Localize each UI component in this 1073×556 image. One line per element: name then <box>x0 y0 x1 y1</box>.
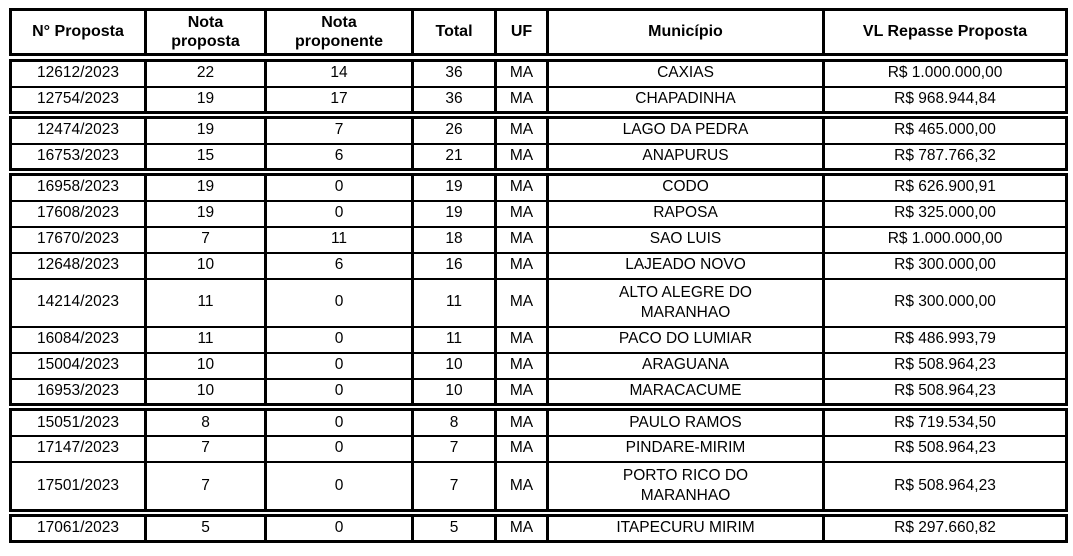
cell-text: 11 <box>197 293 214 311</box>
cell-uf <box>496 87 548 113</box>
cell-text: 12648/2023 <box>37 256 119 274</box>
cell-nota_proponente <box>266 410 413 436</box>
cell-text: 17061/2023 <box>37 519 119 537</box>
column-header-total <box>413 10 496 55</box>
cell-nota_proposta <box>146 379 266 405</box>
cell-nota_proponente <box>266 118 413 144</box>
cell-text: 14 <box>330 64 348 82</box>
cell-nota_proposta <box>146 516 266 542</box>
cell-text: 7 <box>449 476 459 494</box>
cell-uf <box>496 279 548 327</box>
cell-text: 0 <box>334 439 344 457</box>
cell-municipio <box>548 118 824 144</box>
cell-nota_proponente <box>266 516 413 542</box>
table-row <box>11 436 1067 462</box>
table-row <box>11 279 1067 327</box>
cell-text: 0 <box>334 413 344 431</box>
cell-text: 16084/2023 <box>37 330 119 348</box>
cell-text: MA <box>509 356 534 374</box>
cell-text: 14214/2023 <box>37 293 119 311</box>
cell-text: MARACACUME <box>629 382 742 400</box>
cell-text: 15 <box>196 146 215 164</box>
cell-total <box>413 353 496 379</box>
cell-vl <box>824 279 1067 327</box>
table-body-block-4 <box>9 408 1068 512</box>
cell-vl <box>824 87 1067 113</box>
cell-text: 16958/2023 <box>37 178 119 196</box>
cell-nota_proponente <box>266 353 413 379</box>
cell-text: R$ 508.964,23 <box>894 356 996 374</box>
cell-total <box>413 279 496 327</box>
cell-text: R$ 297.660,82 <box>894 519 996 537</box>
cell-text: MA <box>509 293 534 311</box>
cell-uf <box>496 175 548 201</box>
cell-uf <box>496 379 548 405</box>
cell-text: 19 <box>445 204 463 222</box>
cell-text: ARAGUANA <box>642 356 729 374</box>
table-row <box>11 87 1067 113</box>
cell-text: 19 <box>445 178 463 196</box>
cell-text: R$ 787.766,32 <box>894 146 996 164</box>
cell-text: 0 <box>334 178 344 196</box>
cell-proposta <box>11 462 146 511</box>
cell-nota_proposta <box>146 201 266 227</box>
cell-total <box>413 516 496 542</box>
cell-nota_proponente <box>266 462 413 511</box>
cell-proposta <box>11 379 146 405</box>
cell-total <box>413 462 496 511</box>
cell-text: 36 <box>445 89 463 107</box>
table-row <box>11 61 1067 87</box>
cell-municipio <box>548 279 824 327</box>
cell-text: R$ 719.534,50 <box>894 413 996 431</box>
cell-uf <box>496 516 548 542</box>
cell-vl <box>824 410 1067 436</box>
cell-text: 7 <box>201 439 210 457</box>
cell-uf <box>496 144 548 170</box>
cell-text: LAGO DA PEDRA <box>622 121 749 139</box>
table-row <box>11 379 1067 405</box>
cell-nota_proponente <box>266 227 413 253</box>
cell-municipio <box>548 175 824 201</box>
cell-nota_proponente <box>266 144 413 170</box>
cell-text: 15051/2023 <box>37 413 119 431</box>
column-header-label: Total <box>435 23 473 41</box>
cell-text: MA <box>509 256 534 274</box>
cell-nota_proponente <box>266 253 413 279</box>
cell-municipio <box>548 253 824 279</box>
cell-total <box>413 327 496 353</box>
cell-municipio <box>548 201 824 227</box>
cell-text: 7 <box>449 439 459 457</box>
cell-nota_proposta <box>146 227 266 253</box>
cell-text: 15004/2023 <box>37 356 119 374</box>
cell-text: 0 <box>334 382 344 400</box>
cell-vl <box>824 61 1067 87</box>
cell-text: 16 <box>445 256 463 274</box>
cell-nota_proposta <box>146 279 266 327</box>
cell-total <box>413 175 496 201</box>
cell-text: PINDARE-MIRIM <box>625 439 746 457</box>
cell-vl <box>824 175 1067 201</box>
table-header <box>9 8 1068 56</box>
cell-text: R$ 508.964,23 <box>894 382 996 400</box>
table-row <box>11 353 1067 379</box>
cell-text: MA <box>509 230 534 248</box>
cell-text: 17147/2023 <box>37 439 119 457</box>
cell-nota_proposta <box>146 144 266 170</box>
cell-vl <box>824 436 1067 462</box>
cell-text: 8 <box>201 413 210 431</box>
cell-text: 0 <box>334 204 344 222</box>
cell-text: 19 <box>196 178 215 196</box>
cell-proposta <box>11 227 146 253</box>
cell-text: MA <box>509 382 534 400</box>
cell-vl <box>824 144 1067 170</box>
cell-vl <box>824 516 1067 542</box>
cell-text: 0 <box>334 293 344 311</box>
table-body-block-3 <box>9 173 1068 406</box>
cell-text: PACO DO LUMIAR <box>618 330 753 348</box>
cell-proposta <box>11 175 146 201</box>
cell-municipio <box>548 436 824 462</box>
cell-vl <box>824 353 1067 379</box>
cell-text: 11 <box>197 330 214 348</box>
cell-uf <box>496 118 548 144</box>
cell-proposta <box>11 327 146 353</box>
cell-text: 0 <box>334 476 344 494</box>
table-row <box>11 516 1067 542</box>
cell-text: MA <box>509 476 534 494</box>
cell-total <box>413 87 496 113</box>
cell-text: 8 <box>449 413 459 431</box>
cell-text: ALTO ALEGRE DO MARANHAO <box>619 283 752 321</box>
cell-nota_proponente <box>266 61 413 87</box>
table-row <box>11 462 1067 511</box>
cell-text: R$ 1.000.000,00 <box>887 230 1003 248</box>
cell-text: 36 <box>445 64 463 82</box>
cell-total <box>413 253 496 279</box>
cell-total <box>413 144 496 170</box>
cell-text: MA <box>509 413 534 431</box>
cell-text: 5 <box>449 519 459 537</box>
cell-uf <box>496 436 548 462</box>
cell-uf <box>496 462 548 511</box>
cell-text: 19 <box>196 121 215 139</box>
cell-proposta <box>11 87 146 113</box>
cell-text: PORTO RICO DO MARANHAO <box>622 466 749 504</box>
cell-text: CHAPADINHA <box>635 89 736 107</box>
cell-municipio <box>548 379 824 405</box>
cell-text: 7 <box>201 476 210 494</box>
cell-text: MA <box>509 64 534 82</box>
table-body-block-5 <box>9 514 1068 543</box>
cell-municipio <box>548 87 824 113</box>
cell-text: R$ 465.000,00 <box>894 121 996 139</box>
cell-text: R$ 508.964,23 <box>894 439 996 457</box>
cell-municipio <box>548 144 824 170</box>
cell-total <box>413 436 496 462</box>
cell-vl <box>824 253 1067 279</box>
cell-nota_proposta <box>146 118 266 144</box>
cell-proposta <box>11 516 146 542</box>
cell-total <box>413 227 496 253</box>
column-header-label: UF <box>510 23 533 41</box>
cell-text: MA <box>509 121 534 139</box>
table-body-block-1 <box>9 59 1068 114</box>
cell-proposta <box>11 201 146 227</box>
cell-text: R$ 626.900,91 <box>894 178 996 196</box>
cell-text: 17670/2023 <box>37 230 119 248</box>
table-row <box>11 253 1067 279</box>
cell-nota_proponente <box>266 436 413 462</box>
cell-municipio <box>548 327 824 353</box>
cell-text: 0 <box>334 330 344 348</box>
cell-municipio <box>548 353 824 379</box>
table-row <box>11 227 1067 253</box>
cell-vl <box>824 227 1067 253</box>
cell-total <box>413 410 496 436</box>
cell-uf <box>496 227 548 253</box>
cell-text: MA <box>509 204 534 222</box>
cell-nota_proposta <box>146 436 266 462</box>
cell-municipio <box>548 516 824 542</box>
column-header-uf <box>496 10 548 55</box>
column-header-nota-proponente <box>266 10 413 55</box>
cell-text: R$ 1.000.000,00 <box>887 64 1003 82</box>
cell-nota_proponente <box>266 87 413 113</box>
cell-text: ANAPURUS <box>642 146 729 164</box>
table-row <box>11 327 1067 353</box>
cell-text: 26 <box>445 121 463 139</box>
cell-text: R$ 968.944,84 <box>894 89 996 107</box>
cell-uf <box>496 253 548 279</box>
table-row <box>11 144 1067 170</box>
cell-text: CODO <box>662 178 709 196</box>
cell-text: R$ 486.993,79 <box>894 330 996 348</box>
cell-text: 10 <box>445 356 463 374</box>
cell-text: 11 <box>445 330 463 348</box>
cell-text: R$ 325.000,00 <box>894 204 996 222</box>
cell-text: 0 <box>334 519 344 537</box>
cell-nota_proponente <box>266 379 413 405</box>
table-body-block-2 <box>9 116 1068 171</box>
table-row <box>11 201 1067 227</box>
cell-text: MA <box>509 330 534 348</box>
cell-text: PAULO RAMOS <box>629 413 742 431</box>
cell-vl <box>824 327 1067 353</box>
cell-proposta <box>11 279 146 327</box>
cell-text: 16753/2023 <box>37 146 119 164</box>
cell-nota_proposta <box>146 410 266 436</box>
cell-text: MA <box>509 439 534 457</box>
cell-uf <box>496 327 548 353</box>
cell-nota_proposta <box>146 327 266 353</box>
cell-vl <box>824 462 1067 511</box>
cell-total <box>413 61 496 87</box>
cell-municipio <box>548 410 824 436</box>
table-row <box>11 175 1067 201</box>
cell-text: R$ 300.000,00 <box>894 293 996 311</box>
cell-text: MA <box>509 146 534 164</box>
cell-text: 10 <box>445 382 463 400</box>
column-header-municipio <box>548 10 824 55</box>
cell-text: 18 <box>445 230 463 248</box>
cell-vl <box>824 118 1067 144</box>
cell-proposta <box>11 144 146 170</box>
cell-text: 22 <box>196 64 215 82</box>
cell-uf <box>496 201 548 227</box>
cell-text: 17501/2023 <box>37 476 119 494</box>
cell-text: 11 <box>330 230 348 248</box>
cell-proposta <box>11 353 146 379</box>
cell-nota_proponente <box>266 201 413 227</box>
table-row <box>11 410 1067 436</box>
cell-text: 12474/2023 <box>37 121 119 139</box>
cell-text: 10 <box>196 382 215 400</box>
cell-uf <box>496 410 548 436</box>
cell-text: 5 <box>201 519 210 537</box>
cell-total <box>413 118 496 144</box>
cell-text: SAO LUIS <box>649 230 722 248</box>
cell-text: 21 <box>445 146 463 164</box>
cell-municipio <box>548 61 824 87</box>
cell-text: CAXIAS <box>657 64 714 82</box>
cell-text: 12754/2023 <box>37 89 119 107</box>
cell-total <box>413 201 496 227</box>
cell-text: 11 <box>445 293 463 311</box>
column-header-label: VL Repasse Proposta <box>862 23 1028 41</box>
cell-text: 12612/2023 <box>37 64 119 82</box>
cell-total <box>413 379 496 405</box>
column-header-nota-proposta <box>146 10 266 55</box>
cell-text: LAJEADO NOVO <box>625 256 746 274</box>
cell-nota_proposta <box>146 175 266 201</box>
cell-proposta <box>11 410 146 436</box>
cell-vl <box>824 201 1067 227</box>
cell-text: 10 <box>196 356 215 374</box>
cell-proposta <box>11 436 146 462</box>
cell-text: MA <box>509 178 534 196</box>
cell-text: MA <box>509 89 534 107</box>
cell-text: 19 <box>196 89 215 107</box>
cell-text: 10 <box>196 256 215 274</box>
column-header-label: Nota proponente <box>295 13 383 50</box>
column-header-vl-repasse <box>824 10 1067 55</box>
column-header-label: Município <box>648 23 723 41</box>
cell-text: 19 <box>196 204 215 222</box>
cell-nota_proponente <box>266 175 413 201</box>
cell-nota_proposta <box>146 353 266 379</box>
cell-text: 0 <box>334 356 344 374</box>
column-header-proposta <box>11 10 146 55</box>
cell-text: 6 <box>334 146 344 164</box>
cell-proposta <box>11 61 146 87</box>
cell-nota_proposta <box>146 462 266 511</box>
cell-vl <box>824 379 1067 405</box>
column-header-label: N° Proposta <box>32 23 124 41</box>
header-row <box>11 10 1067 55</box>
cell-nota_proposta <box>146 253 266 279</box>
cell-nota_proponente <box>266 279 413 327</box>
cell-text: 17 <box>330 89 348 107</box>
cell-text: RAPOSA <box>653 204 718 222</box>
cell-text: R$ 300.000,00 <box>894 256 996 274</box>
cell-nota_proposta <box>146 87 266 113</box>
cell-uf <box>496 353 548 379</box>
cell-nota_proposta <box>146 61 266 87</box>
cell-text: 17608/2023 <box>37 204 119 222</box>
cell-text: R$ 508.964,23 <box>894 476 996 494</box>
cell-proposta <box>11 253 146 279</box>
table-row <box>11 118 1067 144</box>
cell-text: 6 <box>334 256 344 274</box>
cell-municipio <box>548 227 824 253</box>
cell-text: 7 <box>201 230 210 248</box>
column-header-label: Nota proposta <box>171 13 240 50</box>
cell-text: MA <box>509 519 534 537</box>
cell-proposta <box>11 118 146 144</box>
cell-text: 7 <box>334 121 344 139</box>
cell-municipio <box>548 462 824 511</box>
cell-text: 16953/2023 <box>37 382 119 400</box>
cell-text: ITAPECURU MIRIM <box>616 519 755 537</box>
cell-uf <box>496 61 548 87</box>
cell-nota_proponente <box>266 327 413 353</box>
